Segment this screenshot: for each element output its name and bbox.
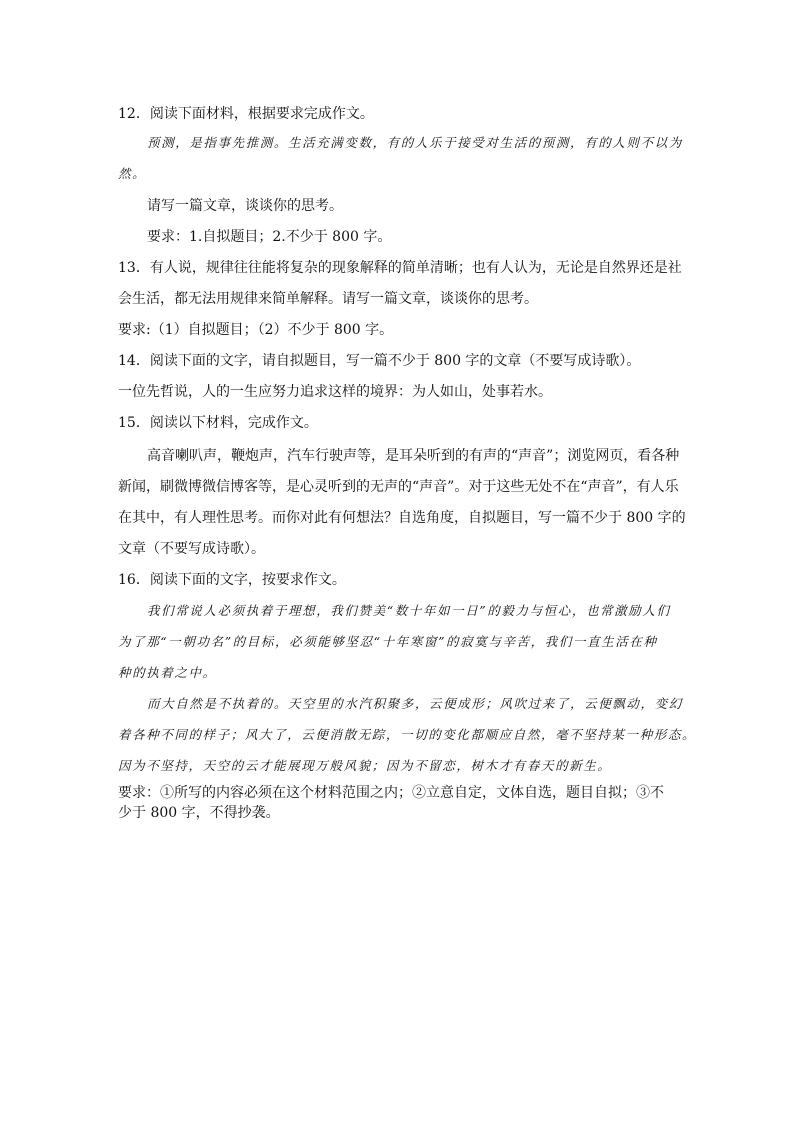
q16-para2-line-2: 着各种不同的样子；风大了，云便消散无踪，一切的变化都顺应自然，毫不坚持某一种形态。 — [118, 727, 697, 742]
q15-heading: 15．阅读以下材料，完成作文。 — [118, 415, 318, 431]
q12-requirement: 要求：1.自拟题目；2.不少于 800 字。 — [147, 229, 392, 245]
q16-heading: 16．阅读下面的文字，按要求作文。 — [118, 572, 346, 588]
q13-line-2: 会生活，都无法用规律来简单解释。请写一篇文章，谈谈你的思考。 — [118, 291, 538, 307]
q16-requirement-line-1: 要求：①所写的内容必须在这个材料范围之内；②立意自定，文体自选，题目自拟；③不 — [118, 785, 664, 801]
q12-heading: 12．阅读下面材料，根据要求完成作文。 — [118, 106, 374, 122]
q16-para2-line-1: 而大自然是不执着的。天空里的水汽积聚多，云便成形；风吹过来了，云便飘动，变幻 — [147, 696, 683, 711]
q14-line: 一位先哲说，人的一生应努力追求这样的境界：为人如山，处事若水。 — [118, 384, 552, 400]
q16-para1-line-3: 种的执着之中。 — [118, 665, 217, 680]
q12-material-line-1: 预测，是指事先推测。生活充满变数，有的人乐于接受对生活的预测，有的人则不以为 — [147, 135, 683, 150]
q13-line-1: 13．有人说，规律往往能将复杂的现象解释的简单清晰；也有人认为，无论是自然界还是社 — [118, 260, 682, 276]
q15-line-1: 高音喇叭声，鞭炮声，汽车行驶声等，是耳朵听到的有声的“声音”；浏览网页，看各种 — [147, 448, 680, 464]
q13-requirement: 要求:（1）自拟题目；（2）不少于 800 字。 — [118, 322, 394, 338]
q12-prompt: 请写一篇文章，谈谈你的思考。 — [147, 198, 343, 214]
q12-material-line-2: 然。 — [118, 166, 147, 181]
q16-para1-line-1: 我们常说人必须执着于理想，我们赞美“数十年如一日”的毅力与恒心，也常激励人们 — [147, 603, 671, 618]
q15-line-3: 在其中，有人理性思考。而你对此有何想法？自选角度，自拟题目，写一篇不少于 800 字的 — [118, 510, 686, 526]
q14-heading: 14．阅读下面的文字，请自拟题目，写一篇不少于 800 字的文章（不要写成诗歌）。 — [118, 353, 641, 369]
q16-requirement-line-2: 少于 800 字，不得抄袭。 — [118, 805, 280, 821]
q16-para1-line-2: 为了那“一朝功名”的目标，必须能够坚忍“十年寒窗”的寂寞与辛苦，我们一直生活在种 — [118, 634, 658, 649]
q15-line-4: 文章（不要写成诗歌）。 — [118, 541, 265, 557]
q16-para2-line-3: 因为不坚持，天空的云才能展现万般风貌；因为不留恋，树木才有春天的新生。 — [118, 758, 612, 773]
q15-line-2: 新闻，刷微博微信博客等，是心灵听到的无声的“声音”。对于这些无处不在“声音”，有人乐 — [118, 479, 679, 495]
